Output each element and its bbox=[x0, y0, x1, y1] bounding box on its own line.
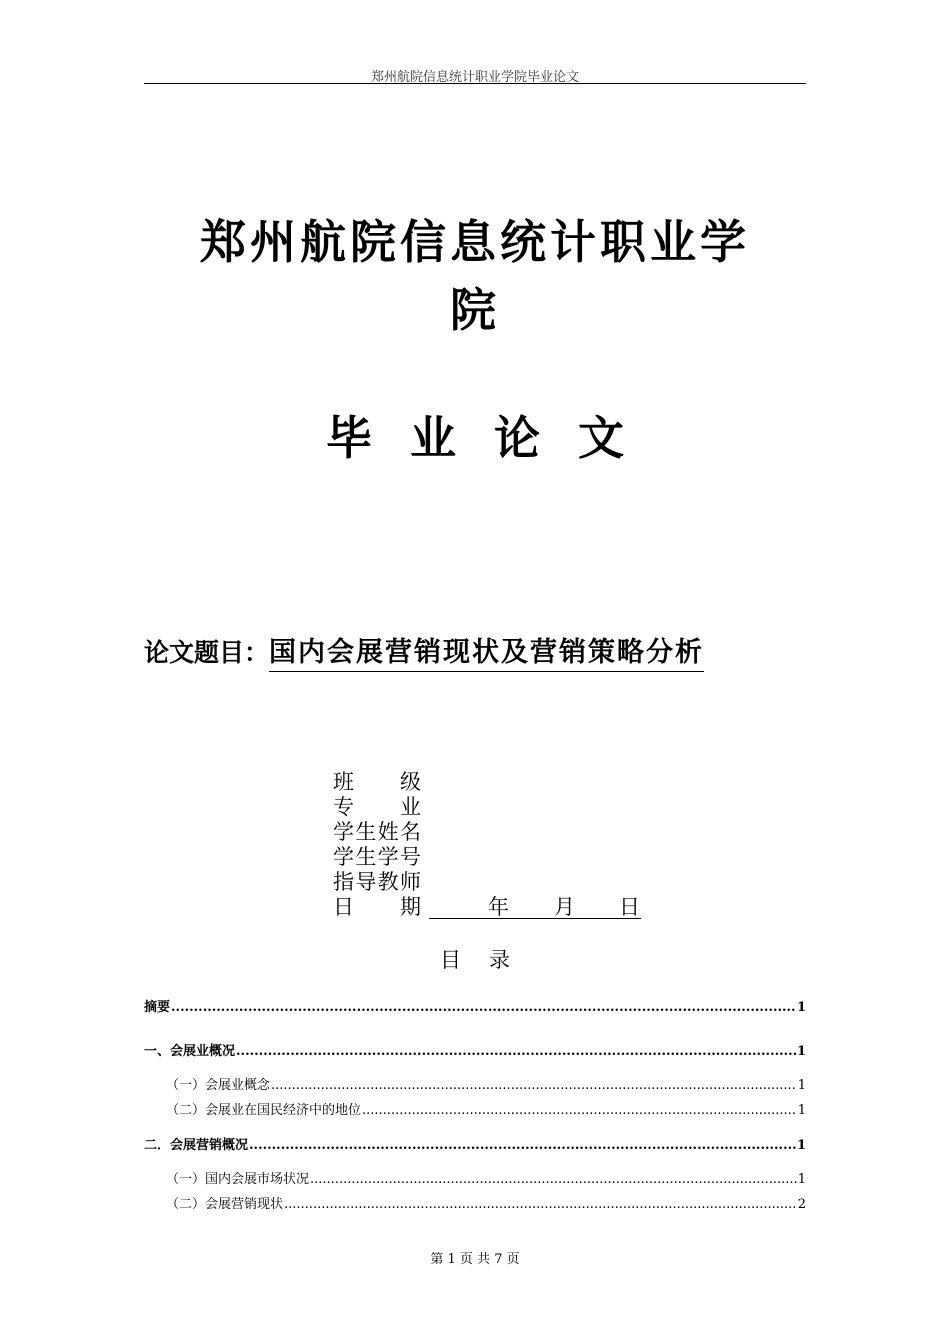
header-rule bbox=[144, 83, 806, 84]
date-month: 月 bbox=[554, 895, 575, 919]
toc-title: 目录 bbox=[440, 948, 538, 972]
toc-entry-page: 1 bbox=[796, 1138, 806, 1153]
info-row-class bbox=[333, 770, 641, 795]
toc-leader-dots bbox=[236, 1044, 796, 1059]
date-fill-line bbox=[429, 895, 641, 919]
toc-entry[interactable] bbox=[144, 996, 806, 1015]
toc-leader-dots bbox=[171, 1000, 796, 1015]
toc-entry-page: 2 bbox=[797, 1197, 806, 1212]
toc-entry-text: （二）会展业在国民经济中的地位 bbox=[166, 1103, 362, 1118]
toc-entry-text: （二）会展营销现状 bbox=[166, 1197, 284, 1212]
thesis-label: 毕业论文 bbox=[326, 411, 662, 465]
info-row-date bbox=[333, 895, 641, 920]
class-label: 班级 bbox=[333, 770, 421, 794]
student-id-label: 学生学号 bbox=[333, 845, 421, 869]
toc-leader-dots bbox=[284, 1197, 797, 1212]
toc-entry[interactable] bbox=[144, 1099, 806, 1118]
student-info-block bbox=[333, 770, 641, 920]
toc-leader-dots bbox=[310, 1172, 797, 1187]
toc-entry-page: 1 bbox=[797, 1103, 806, 1118]
toc-entry[interactable] bbox=[144, 1040, 806, 1059]
info-row-student-id bbox=[333, 845, 641, 870]
toc-entry[interactable] bbox=[144, 1193, 806, 1212]
info-row-student-name bbox=[333, 820, 641, 845]
toc-entry-text: 摘要 bbox=[144, 1000, 171, 1015]
date-year: 年 bbox=[488, 895, 509, 919]
toc-entry-page: 1 bbox=[796, 1000, 806, 1015]
toc-entry[interactable] bbox=[144, 1134, 806, 1153]
toc-leader-dots bbox=[271, 1078, 797, 1093]
thesis-title-value: 国内会展营销现状及营销策略分析 bbox=[269, 637, 704, 672]
toc-entry-text: （一）会展业概念 bbox=[166, 1078, 271, 1093]
running-header: 郑州航院信息统计职业学院毕业论文 bbox=[370, 70, 579, 85]
toc-entry[interactable] bbox=[144, 1074, 806, 1093]
school-name-line2: 院 bbox=[450, 283, 500, 337]
toc-leader-dots bbox=[362, 1103, 797, 1118]
date-day: 日 bbox=[619, 895, 640, 919]
toc-leader-dots bbox=[249, 1138, 796, 1153]
major-label: 专业 bbox=[333, 795, 421, 819]
toc-entry-text: （一）国内会展市场状况 bbox=[166, 1172, 310, 1187]
toc-entry[interactable] bbox=[144, 1168, 806, 1187]
school-name bbox=[144, 208, 806, 344]
info-row-advisor bbox=[333, 870, 641, 895]
toc-entry-page: 1 bbox=[796, 1044, 806, 1059]
advisor-label: 指导教师 bbox=[333, 870, 421, 894]
thesis-title-line bbox=[144, 630, 806, 669]
student-name-label: 学生姓名 bbox=[333, 820, 421, 844]
page-footer: 第 1 页 共 7 页 bbox=[430, 1252, 520, 1267]
toc-entry-text: 一、会展业概况 bbox=[144, 1044, 236, 1059]
toc-entry-page: 1 bbox=[797, 1078, 806, 1093]
toc-entry-page: 1 bbox=[797, 1172, 806, 1187]
thesis-title-label: 论文题目： bbox=[144, 638, 270, 667]
toc-entry-text: 二．会展营销概况 bbox=[144, 1138, 249, 1153]
date-label: 日期 bbox=[333, 895, 421, 919]
info-row-major bbox=[333, 795, 641, 820]
school-name-line1: 郑州航院信息统计职业学 bbox=[200, 215, 750, 269]
